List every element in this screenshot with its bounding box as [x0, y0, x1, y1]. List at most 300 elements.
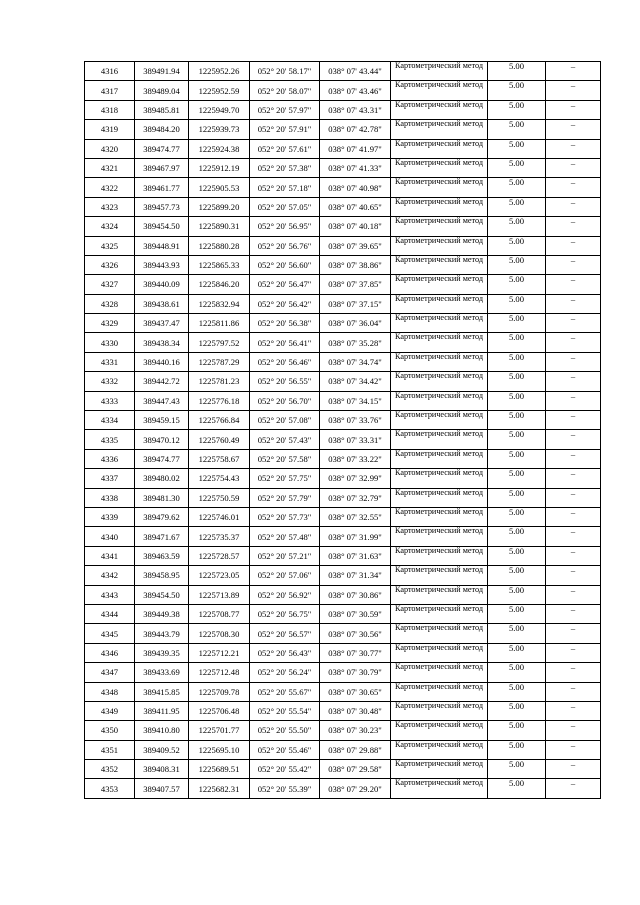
- accuracy-cell: 5.00: [488, 721, 546, 740]
- method-cell: Картометрический метод: [391, 604, 488, 623]
- method-cell: Картометрический метод: [391, 430, 488, 449]
- note-cell: –: [546, 333, 601, 352]
- longitude-cell: 038° 07' 30.59": [320, 604, 391, 623]
- x-coordinate-cell: 389457.73: [135, 197, 189, 216]
- longitude-cell: 038° 07' 37.15": [320, 294, 391, 313]
- y-coordinate-cell: 1225952.59: [189, 81, 250, 100]
- y-coordinate-cell: 1225754.43: [189, 469, 250, 488]
- method-cell: Картометрический метод: [391, 488, 488, 507]
- y-coordinate-cell: 1225811.86: [189, 314, 250, 333]
- longitude-cell: 038° 07' 42.78": [320, 120, 391, 139]
- y-coordinate-cell: 1225701.77: [189, 721, 250, 740]
- longitude-cell: 038° 07' 30.86": [320, 585, 391, 604]
- point-number-cell: 4337: [85, 469, 135, 488]
- accuracy-cell: 5.00: [488, 236, 546, 255]
- point-number-cell: 4329: [85, 314, 135, 333]
- note-cell: –: [546, 701, 601, 720]
- accuracy-cell: 5.00: [488, 255, 546, 274]
- y-coordinate-cell: 1225708.30: [189, 624, 250, 643]
- method-cell: Картометрический метод: [391, 391, 488, 410]
- longitude-cell: 038° 07' 35.28": [320, 333, 391, 352]
- table-row: [85, 81, 601, 100]
- x-coordinate-cell: 389454.50: [135, 585, 189, 604]
- x-coordinate-cell: 389454.50: [135, 217, 189, 236]
- longitude-cell: 038° 07' 29.20": [320, 779, 391, 798]
- accuracy-cell: 5.00: [488, 100, 546, 119]
- method-cell: Картометрический метод: [391, 217, 488, 236]
- latitude-cell: 052° 20' 57.38": [250, 158, 320, 177]
- point-number-cell: 4318: [85, 100, 135, 119]
- method-cell: Картометрический метод: [391, 682, 488, 701]
- latitude-cell: 052° 20' 56.60": [250, 255, 320, 274]
- document-page: [84, 61, 600, 799]
- method-cell: Картометрический метод: [391, 779, 488, 798]
- note-cell: –: [546, 663, 601, 682]
- method-cell: Картометрический метод: [391, 158, 488, 177]
- accuracy-cell: 5.00: [488, 197, 546, 216]
- latitude-cell: 052° 20' 57.05": [250, 197, 320, 216]
- note-cell: –: [546, 546, 601, 565]
- y-coordinate-cell: 1225924.38: [189, 139, 250, 158]
- point-number-cell: 4334: [85, 411, 135, 430]
- point-number-cell: 4322: [85, 178, 135, 197]
- longitude-cell: 038° 07' 33.31": [320, 430, 391, 449]
- table-row: [85, 624, 601, 643]
- x-coordinate-cell: 389470.12: [135, 430, 189, 449]
- x-coordinate-cell: 389448.91: [135, 236, 189, 255]
- x-coordinate-cell: 389433.69: [135, 663, 189, 682]
- point-number-cell: 4343: [85, 585, 135, 604]
- note-cell: –: [546, 178, 601, 197]
- method-cell: Картометрический метод: [391, 139, 488, 158]
- x-coordinate-cell: 389415.85: [135, 682, 189, 701]
- table-row: [85, 663, 601, 682]
- table-row: [85, 643, 601, 662]
- point-number-cell: 4328: [85, 294, 135, 313]
- latitude-cell: 052° 20' 58.17": [250, 62, 320, 81]
- coordinates-table: [84, 61, 601, 799]
- latitude-cell: 052° 20' 56.70": [250, 391, 320, 410]
- y-coordinate-cell: 1225787.29: [189, 352, 250, 371]
- method-cell: Картометрический метод: [391, 663, 488, 682]
- accuracy-cell: 5.00: [488, 62, 546, 81]
- latitude-cell: 052° 20' 58.07": [250, 81, 320, 100]
- accuracy-cell: 5.00: [488, 294, 546, 313]
- table-row: [85, 411, 601, 430]
- accuracy-cell: 5.00: [488, 779, 546, 798]
- table-row: [85, 178, 601, 197]
- latitude-cell: 052° 20' 57.91": [250, 120, 320, 139]
- latitude-cell: 052° 20' 57.79": [250, 488, 320, 507]
- latitude-cell: 052° 20' 55.42": [250, 760, 320, 779]
- x-coordinate-cell: 389458.95: [135, 566, 189, 585]
- x-coordinate-cell: 389439.35: [135, 643, 189, 662]
- longitude-cell: 038° 07' 31.63": [320, 546, 391, 565]
- point-number-cell: 4335: [85, 430, 135, 449]
- y-coordinate-cell: 1225952.26: [189, 62, 250, 81]
- accuracy-cell: 5.00: [488, 139, 546, 158]
- x-coordinate-cell: 389491.94: [135, 62, 189, 81]
- y-coordinate-cell: 1225949.70: [189, 100, 250, 119]
- longitude-cell: 038° 07' 40.65": [320, 197, 391, 216]
- accuracy-cell: 5.00: [488, 314, 546, 333]
- method-cell: Картометрический метод: [391, 62, 488, 81]
- table-row: [85, 604, 601, 623]
- accuracy-cell: 5.00: [488, 275, 546, 294]
- table-row: [85, 701, 601, 720]
- y-coordinate-cell: 1225758.67: [189, 449, 250, 468]
- longitude-cell: 038° 07' 40.18": [320, 217, 391, 236]
- note-cell: –: [546, 158, 601, 177]
- longitude-cell: 038° 07' 29.58": [320, 760, 391, 779]
- longitude-cell: 038° 07' 30.48": [320, 701, 391, 720]
- note-cell: –: [546, 643, 601, 662]
- table-row: [85, 62, 601, 81]
- table-row: [85, 546, 601, 565]
- latitude-cell: 052° 20' 55.54": [250, 701, 320, 720]
- x-coordinate-cell: 389484.20: [135, 120, 189, 139]
- table-row: [85, 566, 601, 585]
- table-row: [85, 721, 601, 740]
- y-coordinate-cell: 1225832.94: [189, 294, 250, 313]
- latitude-cell: 052° 20' 57.21": [250, 546, 320, 565]
- accuracy-cell: 5.00: [488, 217, 546, 236]
- accuracy-cell: 5.00: [488, 663, 546, 682]
- x-coordinate-cell: 389489.04: [135, 81, 189, 100]
- latitude-cell: 052° 20' 56.57": [250, 624, 320, 643]
- longitude-cell: 038° 07' 30.65": [320, 682, 391, 701]
- point-number-cell: 4332: [85, 372, 135, 391]
- y-coordinate-cell: 1225695.10: [189, 740, 250, 759]
- method-cell: Картометрический метод: [391, 566, 488, 585]
- point-number-cell: 4350: [85, 721, 135, 740]
- point-number-cell: 4320: [85, 139, 135, 158]
- note-cell: –: [546, 81, 601, 100]
- x-coordinate-cell: 389443.93: [135, 255, 189, 274]
- table-row: [85, 255, 601, 274]
- y-coordinate-cell: 1225899.20: [189, 197, 250, 216]
- point-number-cell: 4326: [85, 255, 135, 274]
- table-row: [85, 236, 601, 255]
- accuracy-cell: 5.00: [488, 701, 546, 720]
- latitude-cell: 052° 20' 56.75": [250, 604, 320, 623]
- y-coordinate-cell: 1225880.28: [189, 236, 250, 255]
- y-coordinate-cell: 1225939.73: [189, 120, 250, 139]
- latitude-cell: 052° 20' 57.61": [250, 139, 320, 158]
- x-coordinate-cell: 389481.30: [135, 488, 189, 507]
- table-row: [85, 197, 601, 216]
- note-cell: –: [546, 255, 601, 274]
- note-cell: –: [546, 721, 601, 740]
- table-row: [85, 120, 601, 139]
- latitude-cell: 052° 20' 56.92": [250, 585, 320, 604]
- x-coordinate-cell: 389409.52: [135, 740, 189, 759]
- latitude-cell: 052° 20' 56.46": [250, 352, 320, 371]
- point-number-cell: 4351: [85, 740, 135, 759]
- longitude-cell: 038° 07' 39.65": [320, 236, 391, 255]
- method-cell: Картометрический метод: [391, 236, 488, 255]
- note-cell: –: [546, 411, 601, 430]
- x-coordinate-cell: 389463.59: [135, 546, 189, 565]
- table-row: [85, 779, 601, 798]
- note-cell: –: [546, 585, 601, 604]
- table-row: [85, 469, 601, 488]
- note-cell: –: [546, 217, 601, 236]
- y-coordinate-cell: 1225781.23: [189, 372, 250, 391]
- y-coordinate-cell: 1225750.59: [189, 488, 250, 507]
- latitude-cell: 052° 20' 57.97": [250, 100, 320, 119]
- accuracy-cell: 5.00: [488, 566, 546, 585]
- method-cell: Картометрический метод: [391, 740, 488, 759]
- note-cell: –: [546, 430, 601, 449]
- latitude-cell: 052° 20' 55.50": [250, 721, 320, 740]
- accuracy-cell: 5.00: [488, 585, 546, 604]
- y-coordinate-cell: 1225713.89: [189, 585, 250, 604]
- note-cell: –: [546, 779, 601, 798]
- table-body: [85, 62, 601, 799]
- table-row: [85, 100, 601, 119]
- y-coordinate-cell: 1225890.31: [189, 217, 250, 236]
- latitude-cell: 052° 20' 57.43": [250, 430, 320, 449]
- method-cell: Картометрический метод: [391, 294, 488, 313]
- longitude-cell: 038° 07' 32.99": [320, 469, 391, 488]
- y-coordinate-cell: 1225728.57: [189, 546, 250, 565]
- point-number-cell: 4352: [85, 760, 135, 779]
- x-coordinate-cell: 389479.62: [135, 507, 189, 526]
- y-coordinate-cell: 1225776.18: [189, 391, 250, 410]
- accuracy-cell: 5.00: [488, 488, 546, 507]
- note-cell: –: [546, 391, 601, 410]
- accuracy-cell: 5.00: [488, 430, 546, 449]
- table-row: [85, 507, 601, 526]
- x-coordinate-cell: 389411.95: [135, 701, 189, 720]
- note-cell: –: [546, 604, 601, 623]
- note-cell: –: [546, 352, 601, 371]
- accuracy-cell: 5.00: [488, 527, 546, 546]
- point-number-cell: 4316: [85, 62, 135, 81]
- method-cell: Картометрический метод: [391, 643, 488, 662]
- y-coordinate-cell: 1225760.49: [189, 430, 250, 449]
- point-number-cell: 4336: [85, 449, 135, 468]
- x-coordinate-cell: 389485.81: [135, 100, 189, 119]
- x-coordinate-cell: 389459.15: [135, 411, 189, 430]
- table-row: [85, 740, 601, 759]
- point-number-cell: 4321: [85, 158, 135, 177]
- accuracy-cell: 5.00: [488, 372, 546, 391]
- x-coordinate-cell: 389407.57: [135, 779, 189, 798]
- accuracy-cell: 5.00: [488, 682, 546, 701]
- table-row: [85, 352, 601, 371]
- note-cell: –: [546, 760, 601, 779]
- method-cell: Картометрический метод: [391, 624, 488, 643]
- accuracy-cell: 5.00: [488, 469, 546, 488]
- y-coordinate-cell: 1225766.84: [189, 411, 250, 430]
- method-cell: Картометрический метод: [391, 469, 488, 488]
- accuracy-cell: 5.00: [488, 624, 546, 643]
- note-cell: –: [546, 100, 601, 119]
- method-cell: Картометрический метод: [391, 333, 488, 352]
- table-row: [85, 314, 601, 333]
- method-cell: Картометрический метод: [391, 411, 488, 430]
- longitude-cell: 038° 07' 43.44": [320, 62, 391, 81]
- x-coordinate-cell: 389408.31: [135, 760, 189, 779]
- y-coordinate-cell: 1225689.51: [189, 760, 250, 779]
- method-cell: Картометрический метод: [391, 507, 488, 526]
- method-cell: Картометрический метод: [391, 760, 488, 779]
- x-coordinate-cell: 389461.77: [135, 178, 189, 197]
- longitude-cell: 038° 07' 30.56": [320, 624, 391, 643]
- latitude-cell: 052° 20' 56.42": [250, 294, 320, 313]
- latitude-cell: 052° 20' 56.43": [250, 643, 320, 662]
- method-cell: Картометрический метод: [391, 120, 488, 139]
- point-number-cell: 4333: [85, 391, 135, 410]
- x-coordinate-cell: 389480.02: [135, 469, 189, 488]
- note-cell: –: [546, 566, 601, 585]
- accuracy-cell: 5.00: [488, 546, 546, 565]
- method-cell: Картометрический метод: [391, 275, 488, 294]
- latitude-cell: 052° 20' 57.18": [250, 178, 320, 197]
- method-cell: Картометрический метод: [391, 352, 488, 371]
- point-number-cell: 4319: [85, 120, 135, 139]
- accuracy-cell: 5.00: [488, 81, 546, 100]
- longitude-cell: 038° 07' 40.98": [320, 178, 391, 197]
- x-coordinate-cell: 389440.16: [135, 352, 189, 371]
- table-row: [85, 430, 601, 449]
- x-coordinate-cell: 389474.77: [135, 449, 189, 468]
- x-coordinate-cell: 389442.72: [135, 372, 189, 391]
- table-row: [85, 391, 601, 410]
- longitude-cell: 038° 07' 31.99": [320, 527, 391, 546]
- y-coordinate-cell: 1225735.37: [189, 527, 250, 546]
- method-cell: Картометрический метод: [391, 255, 488, 274]
- note-cell: –: [546, 120, 601, 139]
- method-cell: Картометрический метод: [391, 527, 488, 546]
- note-cell: –: [546, 527, 601, 546]
- note-cell: –: [546, 469, 601, 488]
- accuracy-cell: 5.00: [488, 760, 546, 779]
- table-row: [85, 217, 601, 236]
- point-number-cell: 4338: [85, 488, 135, 507]
- method-cell: Картометрический метод: [391, 701, 488, 720]
- x-coordinate-cell: 389449.38: [135, 604, 189, 623]
- latitude-cell: 052° 20' 57.48": [250, 527, 320, 546]
- longitude-cell: 038° 07' 32.79": [320, 488, 391, 507]
- longitude-cell: 038° 07' 33.76": [320, 411, 391, 430]
- note-cell: –: [546, 372, 601, 391]
- y-coordinate-cell: 1225905.53: [189, 178, 250, 197]
- method-cell: Картометрический метод: [391, 372, 488, 391]
- y-coordinate-cell: 1225912.19: [189, 158, 250, 177]
- latitude-cell: 052° 20' 57.08": [250, 411, 320, 430]
- latitude-cell: 052° 20' 57.06": [250, 566, 320, 585]
- latitude-cell: 052° 20' 56.47": [250, 275, 320, 294]
- latitude-cell: 052° 20' 57.73": [250, 507, 320, 526]
- point-number-cell: 4324: [85, 217, 135, 236]
- x-coordinate-cell: 389443.79: [135, 624, 189, 643]
- y-coordinate-cell: 1225682.31: [189, 779, 250, 798]
- table-row: [85, 158, 601, 177]
- x-coordinate-cell: 389447.43: [135, 391, 189, 410]
- latitude-cell: 052° 20' 56.41": [250, 333, 320, 352]
- method-cell: Картометрический метод: [391, 449, 488, 468]
- point-number-cell: 4341: [85, 546, 135, 565]
- note-cell: –: [546, 449, 601, 468]
- table-row: [85, 275, 601, 294]
- latitude-cell: 052° 20' 56.76": [250, 236, 320, 255]
- table-row: [85, 372, 601, 391]
- method-cell: Картометрический метод: [391, 546, 488, 565]
- method-cell: Картометрический метод: [391, 585, 488, 604]
- point-number-cell: 4346: [85, 643, 135, 662]
- latitude-cell: 052° 20' 56.38": [250, 314, 320, 333]
- note-cell: –: [546, 236, 601, 255]
- note-cell: –: [546, 488, 601, 507]
- latitude-cell: 052° 20' 55.39": [250, 779, 320, 798]
- note-cell: –: [546, 740, 601, 759]
- y-coordinate-cell: 1225746.01: [189, 507, 250, 526]
- point-number-cell: 4342: [85, 566, 135, 585]
- x-coordinate-cell: 389474.77: [135, 139, 189, 158]
- method-cell: Картометрический метод: [391, 721, 488, 740]
- point-number-cell: 4331: [85, 352, 135, 371]
- longitude-cell: 038° 07' 30.77": [320, 643, 391, 662]
- latitude-cell: 052° 20' 56.55": [250, 372, 320, 391]
- y-coordinate-cell: 1225706.48: [189, 701, 250, 720]
- note-cell: –: [546, 139, 601, 158]
- x-coordinate-cell: 389440.09: [135, 275, 189, 294]
- latitude-cell: 052° 20' 55.67": [250, 682, 320, 701]
- point-number-cell: 4317: [85, 81, 135, 100]
- note-cell: –: [546, 507, 601, 526]
- accuracy-cell: 5.00: [488, 178, 546, 197]
- y-coordinate-cell: 1225865.33: [189, 255, 250, 274]
- longitude-cell: 038° 07' 32.55": [320, 507, 391, 526]
- longitude-cell: 038° 07' 43.46": [320, 81, 391, 100]
- longitude-cell: 038° 07' 41.33": [320, 158, 391, 177]
- note-cell: –: [546, 624, 601, 643]
- longitude-cell: 038° 07' 30.23": [320, 721, 391, 740]
- point-number-cell: 4339: [85, 507, 135, 526]
- point-number-cell: 4344: [85, 604, 135, 623]
- longitude-cell: 038° 07' 37.85": [320, 275, 391, 294]
- point-number-cell: 4327: [85, 275, 135, 294]
- y-coordinate-cell: 1225723.05: [189, 566, 250, 585]
- longitude-cell: 038° 07' 29.88": [320, 740, 391, 759]
- method-cell: Картометрический метод: [391, 314, 488, 333]
- x-coordinate-cell: 389438.61: [135, 294, 189, 313]
- y-coordinate-cell: 1225797.52: [189, 333, 250, 352]
- x-coordinate-cell: 389471.67: [135, 527, 189, 546]
- longitude-cell: 038° 07' 43.31": [320, 100, 391, 119]
- longitude-cell: 038° 07' 41.97": [320, 139, 391, 158]
- longitude-cell: 038° 07' 38.86": [320, 255, 391, 274]
- longitude-cell: 038° 07' 34.42": [320, 372, 391, 391]
- y-coordinate-cell: 1225708.77: [189, 604, 250, 623]
- y-coordinate-cell: 1225712.48: [189, 663, 250, 682]
- accuracy-cell: 5.00: [488, 391, 546, 410]
- note-cell: –: [546, 62, 601, 81]
- accuracy-cell: 5.00: [488, 507, 546, 526]
- method-cell: Картометрический метод: [391, 100, 488, 119]
- method-cell: Картометрический метод: [391, 81, 488, 100]
- note-cell: –: [546, 275, 601, 294]
- accuracy-cell: 5.00: [488, 449, 546, 468]
- accuracy-cell: 5.00: [488, 158, 546, 177]
- accuracy-cell: 5.00: [488, 604, 546, 623]
- note-cell: –: [546, 197, 601, 216]
- longitude-cell: 038° 07' 36.04": [320, 314, 391, 333]
- longitude-cell: 038° 07' 30.79": [320, 663, 391, 682]
